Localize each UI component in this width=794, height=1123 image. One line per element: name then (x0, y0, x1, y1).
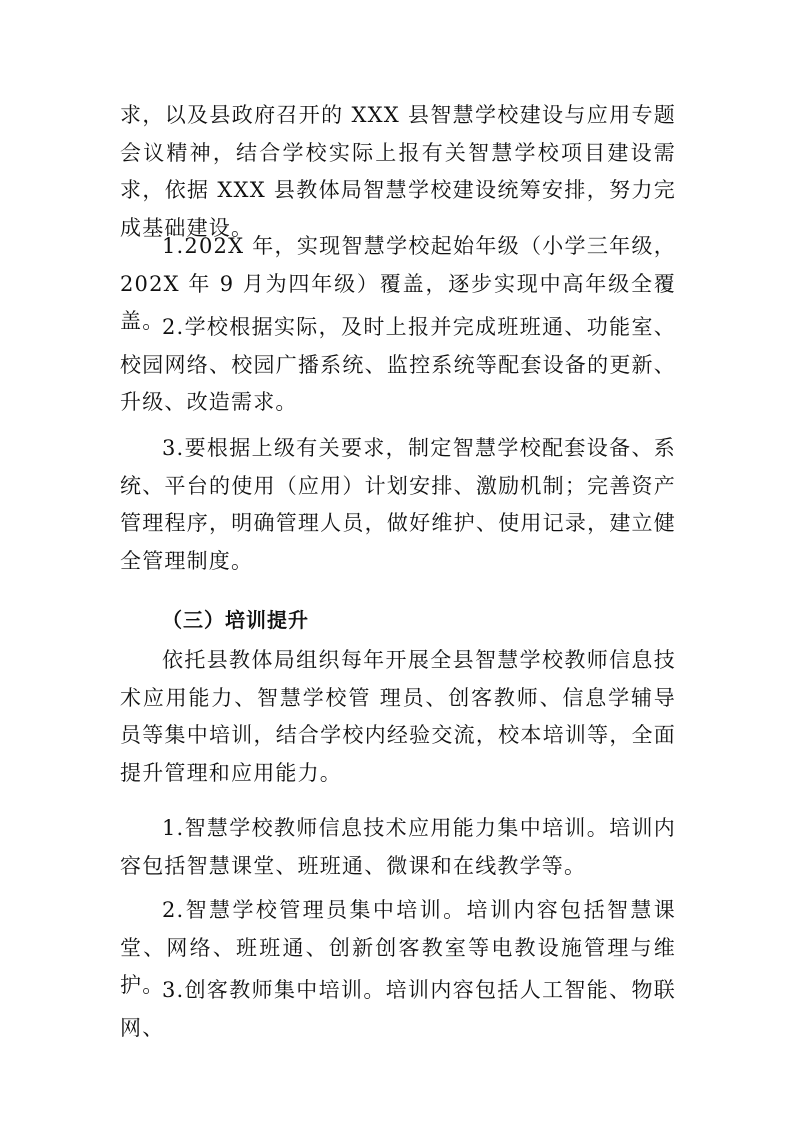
paragraph-item-3: 3.要根据上级有关要求，制定智慧学校配套设备、系统、平台的使用（应用）计划安排、激励机制；完善资产管理程序，明确管理人员，做好维护、使用记录，建立健全管理制度。 (120, 436, 676, 573)
paragraph-training-2: 2.智慧学校管理员集中培训。培训内容包括智慧课堂、网络、班班通、创新创客教室等电教设施管理与维护。 (120, 898, 676, 997)
paragraph-training-intro: 依托县教体局组织每年开展全县智慧学校教师信息技术应用能力、智慧学校管 理员、创客教师、信息学辅导员等集中培训，结合学校内经验交流，校本培训等，全面提升管理和应用能力。 (120, 648, 676, 785)
paragraph-item-1: 1.202X 年，实现智慧学校起始年级（小学三年级，202X 年 9 月为四年级）覆盖，逐步实现中高年级全覆盖。 (120, 234, 676, 333)
paragraph-continuation: 求，以及县政府召开的 XXX 县智慧学校建设与应用专题会议精神，结合学校实际上报有关智慧学校项目建设需求，依据 XXX 县教体局智慧学校建设统筹安排，努力完成基础建设。 (120, 103, 676, 240)
section-heading: （三）培训提升 (162, 608, 309, 632)
paragraph-item-2: 2.学校根据实际，及时上报并完成班班通、功能室、校园网络、校园广播系统、监控系统等配套设备的更新、升级、改造需求。 (120, 315, 676, 414)
paragraph-training-1: 1.智慧学校教师信息技术应用能力集中培训。培训内容包括智慧课堂、班班通、微课和在线教学等。 (120, 816, 676, 878)
paragraph-training-3: 3.创客教师集中培训。培训内容包括人工智能、物联网、 (120, 978, 676, 1040)
